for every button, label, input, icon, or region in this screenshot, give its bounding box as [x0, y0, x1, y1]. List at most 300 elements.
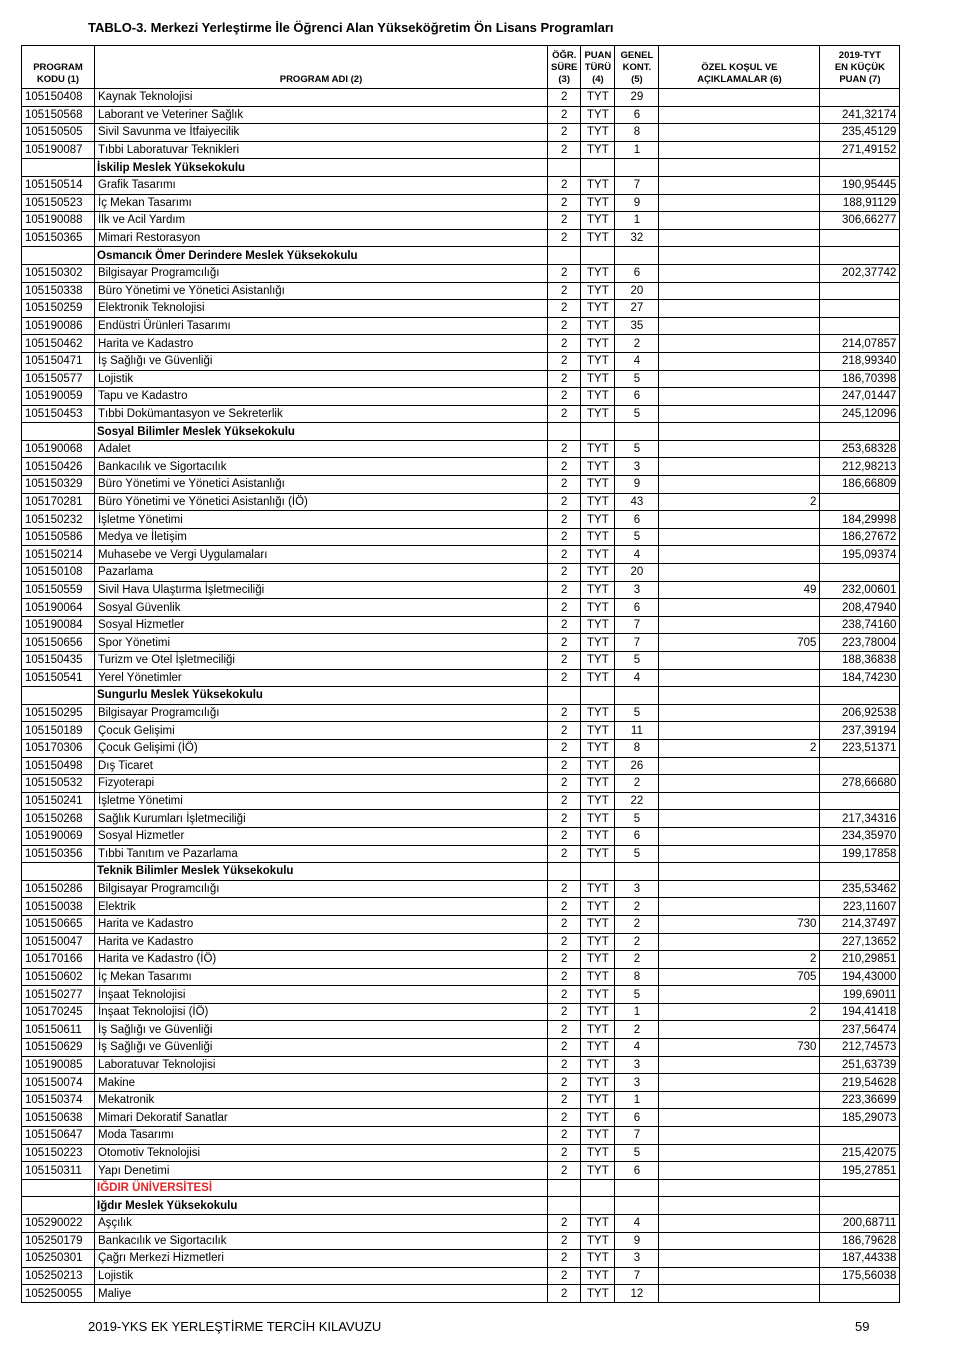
cell-program-name: İş Sağlığı ve Güvenliği [95, 1021, 548, 1039]
cell-program-code: 105150453 [22, 405, 95, 423]
cell-conditions [659, 933, 820, 951]
cell-duration [548, 863, 581, 881]
cell-duration: 2 [548, 106, 581, 124]
cell-program-name: Bankacılık ve Sigortacılık [95, 1232, 548, 1250]
cell-conditions [659, 810, 820, 828]
cell-quota: 5 [615, 370, 659, 388]
cell-conditions [659, 106, 820, 124]
table-row [22, 652, 900, 670]
cell-min-score [820, 282, 900, 300]
cell-quota: 4 [615, 352, 659, 370]
cell-min-score: 223,11607 [820, 898, 900, 916]
cell-score-type: TYT [581, 370, 615, 388]
cell-score-type: TYT [581, 546, 615, 564]
cell-program-name: Tapu ve Kadastro [95, 388, 548, 406]
cell-score-type: TYT [581, 1215, 615, 1233]
cell-conditions [659, 511, 820, 529]
cell-min-score: 223,78004 [820, 634, 900, 652]
cell-min-score [820, 1179, 900, 1197]
cell-quota: 9 [615, 194, 659, 212]
cell-conditions [659, 687, 820, 705]
cell-conditions [659, 757, 820, 775]
table-row [22, 722, 900, 740]
cell-duration: 2 [548, 229, 581, 247]
cell-program-code: 105250213 [22, 1267, 95, 1285]
cell-program-code: 105150189 [22, 722, 95, 740]
cell-duration: 2 [548, 317, 581, 335]
cell-min-score [820, 564, 900, 582]
cell-program-name: Sivil Hava Ulaştırma İşletmeciliği [95, 581, 548, 599]
table-row [22, 1215, 900, 1233]
cell-conditions [659, 1127, 820, 1145]
cell-program-name: Çağrı Merkezi Hizmetleri [95, 1250, 548, 1268]
cell-duration: 2 [548, 845, 581, 863]
table-row [22, 951, 900, 969]
cell-duration: 2 [548, 968, 581, 986]
cell-score-type: TYT [581, 229, 615, 247]
cell-program-name: Bilgisayar Programcılığı [95, 264, 548, 282]
cell-quota: 35 [615, 317, 659, 335]
cell-duration [548, 1197, 581, 1215]
cell-quota: 6 [615, 388, 659, 406]
cell-conditions [659, 775, 820, 793]
table-row [22, 141, 900, 159]
table-row [22, 792, 900, 810]
cell-program-name: Harita ve Kadastro [95, 335, 548, 353]
cell-conditions [659, 1250, 820, 1268]
footer-guide-title: 2019-YKS EK YERLEŞTİRME TERCİH KILAVUZU [88, 1319, 382, 1334]
cell-quota: 7 [615, 616, 659, 634]
cell-conditions [659, 159, 820, 177]
cell-conditions [659, 722, 820, 740]
cell-duration [548, 423, 581, 441]
cell-quota: 29 [615, 89, 659, 107]
header-duration: ÖĞR. SÜRE (3) [548, 46, 581, 89]
table-row [22, 458, 900, 476]
cell-score-type: TYT [581, 1021, 615, 1039]
table-row [22, 564, 900, 582]
table-body [22, 89, 900, 1303]
cell-quota [615, 159, 659, 177]
table-row [22, 1267, 900, 1285]
cell-score-type: TYT [581, 827, 615, 845]
cell-quota: 20 [615, 564, 659, 582]
cell-min-score: 212,74573 [820, 1039, 900, 1057]
cell-min-score: 200,68711 [820, 1215, 900, 1233]
cell-program-code [22, 423, 95, 441]
cell-quota: 6 [615, 1162, 659, 1180]
cell-min-score: 206,92538 [820, 704, 900, 722]
cell-score-type [581, 1179, 615, 1197]
cell-min-score: 185,29073 [820, 1109, 900, 1127]
cell-program-code: 105150365 [22, 229, 95, 247]
cell-score-type: TYT [581, 1144, 615, 1162]
cell-duration: 2 [548, 933, 581, 951]
cell-quota: 2 [615, 898, 659, 916]
cell-conditions [659, 1267, 820, 1285]
cell-conditions [659, 599, 820, 617]
cell-score-type: TYT [581, 89, 615, 107]
cell-min-score: 253,68328 [820, 440, 900, 458]
cell-conditions [659, 317, 820, 335]
cell-conditions [659, 1162, 820, 1180]
cell-conditions [659, 1215, 820, 1233]
table-row [22, 1056, 900, 1074]
cell-program-code: 105150638 [22, 1109, 95, 1127]
cell-score-type: TYT [581, 124, 615, 142]
cell-quota: 6 [615, 106, 659, 124]
cell-min-score: 210,29851 [820, 951, 900, 969]
cell-program-code: 105150329 [22, 476, 95, 494]
cell-min-score: 219,54628 [820, 1074, 900, 1092]
cell-conditions [659, 370, 820, 388]
cell-quota: 6 [615, 1109, 659, 1127]
cell-quota [615, 1197, 659, 1215]
cell-program-code [22, 1179, 95, 1197]
cell-duration: 2 [548, 1109, 581, 1127]
cell-conditions [659, 1021, 820, 1039]
cell-program-name: Sungurlu Meslek Yüksekokulu [95, 687, 548, 705]
cell-program-name: Yerel Yönetimler [95, 669, 548, 687]
cell-program-name: Turizm ve Otel İşletmeciliği [95, 652, 548, 670]
table-row [22, 317, 900, 335]
school-header-row [22, 159, 900, 177]
cell-quota: 7 [615, 634, 659, 652]
cell-min-score: 199,69011 [820, 986, 900, 1004]
cell-duration: 2 [548, 458, 581, 476]
cell-duration: 2 [548, 405, 581, 423]
cell-conditions [659, 282, 820, 300]
cell-program-name: Dış Ticaret [95, 757, 548, 775]
cell-score-type: TYT [581, 722, 615, 740]
cell-min-score: 247,01447 [820, 388, 900, 406]
table-row [22, 1144, 900, 1162]
cell-score-type: TYT [581, 388, 615, 406]
cell-min-score: 237,56474 [820, 1021, 900, 1039]
cell-score-type: TYT [581, 176, 615, 194]
cell-quota: 5 [615, 810, 659, 828]
cell-min-score [820, 757, 900, 775]
cell-program-code: 105150302 [22, 264, 95, 282]
cell-program-name: Moda Tasarımı [95, 1127, 548, 1145]
cell-score-type: TYT [581, 440, 615, 458]
cell-program-name: Adalet [95, 440, 548, 458]
cell-program-name: Büro Yönetimi ve Yönetici Asistanlığı [95, 282, 548, 300]
header-min-score: 2019-TYT EN KÜÇÜK PUAN (7) [820, 46, 900, 89]
cell-quota: 2 [615, 951, 659, 969]
cell-min-score [820, 493, 900, 511]
cell-quota [615, 687, 659, 705]
cell-program-name: Teknik Bilimler Meslek Yüksekokulu [95, 863, 548, 881]
cell-min-score: 235,53462 [820, 880, 900, 898]
cell-program-name: Harita ve Kadastro [95, 915, 548, 933]
cell-min-score: 227,13652 [820, 933, 900, 951]
cell-min-score: 278,66680 [820, 775, 900, 793]
cell-conditions [659, 986, 820, 1004]
cell-duration: 2 [548, 792, 581, 810]
cell-quota: 4 [615, 546, 659, 564]
table-row [22, 176, 900, 194]
cell-score-type: TYT [581, 1285, 615, 1303]
cell-program-code: 105150523 [22, 194, 95, 212]
cell-score-type: TYT [581, 915, 615, 933]
cell-program-name: Harita ve Kadastro [95, 933, 548, 951]
cell-conditions [659, 194, 820, 212]
cell-duration: 2 [548, 212, 581, 230]
cell-min-score: 175,56038 [820, 1267, 900, 1285]
table-row [22, 300, 900, 318]
cell-score-type: TYT [581, 1267, 615, 1285]
cell-duration: 2 [548, 722, 581, 740]
cell-program-code: 105150532 [22, 775, 95, 793]
cell-min-score: 184,29998 [820, 511, 900, 529]
table-row [22, 1091, 900, 1109]
cell-quota: 3 [615, 1074, 659, 1092]
table-row [22, 89, 900, 107]
cell-program-code: 105170306 [22, 739, 95, 757]
cell-score-type: TYT [581, 951, 615, 969]
cell-score-type: TYT [581, 1039, 615, 1057]
cell-program-code: 105150286 [22, 880, 95, 898]
cell-quota: 3 [615, 880, 659, 898]
cell-program-code: 105150665 [22, 915, 95, 933]
cell-quota: 5 [615, 986, 659, 1004]
cell-score-type [581, 863, 615, 881]
cell-program-name: Çocuk Gelişimi (İÖ) [95, 739, 548, 757]
cell-min-score: 186,66809 [820, 476, 900, 494]
cell-conditions [659, 229, 820, 247]
cell-quota: 1 [615, 1003, 659, 1021]
cell-conditions: 730 [659, 915, 820, 933]
cell-quota: 9 [615, 1232, 659, 1250]
cell-program-name: İş Sağlığı ve Güvenliği [95, 1039, 548, 1057]
cell-min-score: 199,17858 [820, 845, 900, 863]
cell-program-name: Tıbbi Dokümantasyon ve Sekreterlik [95, 405, 548, 423]
cell-score-type: TYT [581, 141, 615, 159]
cell-quota: 3 [615, 1056, 659, 1074]
cell-score-type: TYT [581, 405, 615, 423]
cell-duration: 2 [548, 775, 581, 793]
cell-score-type: TYT [581, 1091, 615, 1109]
cell-program-name: Osmancık Ömer Derindere Meslek Yüksekokulu [95, 247, 548, 265]
cell-conditions [659, 1074, 820, 1092]
table-row [22, 546, 900, 564]
cell-conditions [659, 89, 820, 107]
cell-program-name: İskilip Meslek Yüksekokulu [95, 159, 548, 177]
header-conditions: ÖZEL KOŞUL VE AÇIKLAMALAR (6) [659, 46, 820, 89]
table-row [22, 1127, 900, 1145]
cell-duration: 2 [548, 335, 581, 353]
table-row [22, 511, 900, 529]
cell-score-type: TYT [581, 212, 615, 230]
cell-score-type: TYT [581, 1232, 615, 1250]
cell-quota: 3 [615, 581, 659, 599]
cell-duration: 2 [548, 124, 581, 142]
cell-quota: 22 [615, 792, 659, 810]
cell-score-type: TYT [581, 317, 615, 335]
cell-program-code: 105170281 [22, 493, 95, 511]
cell-quota: 5 [615, 845, 659, 863]
cell-score-type: TYT [581, 511, 615, 529]
cell-program-code: 105190085 [22, 1056, 95, 1074]
cell-duration: 2 [548, 757, 581, 775]
cell-conditions [659, 476, 820, 494]
cell-program-code [22, 1197, 95, 1215]
cell-program-code: 105150498 [22, 757, 95, 775]
school-header-row [22, 687, 900, 705]
cell-conditions [659, 423, 820, 441]
cell-duration: 2 [548, 300, 581, 318]
cell-program-code: 105150338 [22, 282, 95, 300]
table-row [22, 1109, 900, 1127]
table-row [22, 264, 900, 282]
cell-conditions [659, 652, 820, 670]
cell-duration: 2 [548, 915, 581, 933]
cell-program-code: 105150356 [22, 845, 95, 863]
cell-conditions [659, 564, 820, 582]
cell-quota: 7 [615, 176, 659, 194]
cell-conditions [659, 440, 820, 458]
cell-program-name: İnşaat Teknolojisi [95, 986, 548, 1004]
cell-min-score: 217,34316 [820, 810, 900, 828]
table-row [22, 1039, 900, 1057]
cell-program-name: Laboratuvar Teknolojisi [95, 1056, 548, 1074]
cell-duration: 2 [548, 370, 581, 388]
cell-program-code: 105150471 [22, 352, 95, 370]
table-row [22, 775, 900, 793]
cell-score-type [581, 687, 615, 705]
table-row [22, 739, 900, 757]
cell-program-code: 105150223 [22, 1144, 95, 1162]
cell-duration: 2 [548, 1127, 581, 1145]
cell-duration: 2 [548, 546, 581, 564]
cell-conditions [659, 1091, 820, 1109]
programs-table [21, 45, 900, 1303]
cell-conditions [659, 247, 820, 265]
cell-min-score: 188,36838 [820, 652, 900, 670]
cell-score-type: TYT [581, 898, 615, 916]
cell-quota: 8 [615, 124, 659, 142]
cell-duration: 2 [548, 1267, 581, 1285]
cell-duration: 2 [548, 1250, 581, 1268]
cell-program-code: 105190068 [22, 440, 95, 458]
cell-conditions [659, 1232, 820, 1250]
cell-quota: 12 [615, 1285, 659, 1303]
cell-conditions: 730 [659, 1039, 820, 1057]
university-header-row [22, 1179, 900, 1197]
cell-program-name: Sosyal Bilimler Meslek Yüksekokulu [95, 423, 548, 441]
cell-quota: 11 [615, 722, 659, 740]
cell-quota: 3 [615, 1250, 659, 1268]
cell-score-type: TYT [581, 986, 615, 1004]
cell-program-code: 105150074 [22, 1074, 95, 1092]
cell-conditions [659, 212, 820, 230]
cell-min-score: 241,32174 [820, 106, 900, 124]
cell-program-code: 105190059 [22, 388, 95, 406]
school-header-row [22, 1197, 900, 1215]
table-row [22, 915, 900, 933]
cell-duration: 2 [548, 1144, 581, 1162]
table-row [22, 212, 900, 230]
cell-score-type: TYT [581, 792, 615, 810]
cell-conditions [659, 1197, 820, 1215]
cell-program-name: Medya ve İletişim [95, 528, 548, 546]
cell-program-code: 105170166 [22, 951, 95, 969]
cell-program-code: 105150656 [22, 634, 95, 652]
cell-program-name: Muhasebe ve Vergi Uygulamaları [95, 546, 548, 564]
cell-score-type: TYT [581, 1056, 615, 1074]
table-row [22, 106, 900, 124]
cell-duration [548, 247, 581, 265]
cell-score-type: TYT [581, 880, 615, 898]
cell-duration: 2 [548, 1074, 581, 1092]
cell-quota: 6 [615, 827, 659, 845]
cell-duration: 2 [548, 282, 581, 300]
school-header-row [22, 247, 900, 265]
cell-program-name: Lojistik [95, 1267, 548, 1285]
cell-conditions [659, 176, 820, 194]
table-row [22, 669, 900, 687]
cell-duration: 2 [548, 440, 581, 458]
cell-quota: 8 [615, 968, 659, 986]
table-row [22, 528, 900, 546]
cell-min-score: 234,35970 [820, 827, 900, 845]
table-row [22, 1021, 900, 1039]
cell-duration [548, 159, 581, 177]
cell-duration: 2 [548, 652, 581, 670]
cell-conditions [659, 335, 820, 353]
cell-quota [615, 863, 659, 881]
page-number: 59 [855, 1319, 870, 1334]
cell-duration: 2 [548, 810, 581, 828]
cell-program-code: 105150611 [22, 1021, 95, 1039]
cell-program-code: 105150541 [22, 669, 95, 687]
cell-program-code: 105250179 [22, 1232, 95, 1250]
cell-program-code [22, 247, 95, 265]
cell-quota: 27 [615, 300, 659, 318]
cell-conditions [659, 528, 820, 546]
cell-conditions [659, 546, 820, 564]
cell-program-name: Otomotiv Teknolojisi [95, 1144, 548, 1162]
cell-conditions: 2 [659, 1003, 820, 1021]
table-row [22, 388, 900, 406]
cell-score-type: TYT [581, 810, 615, 828]
cell-program-code: 105190086 [22, 317, 95, 335]
cell-program-code: 105150602 [22, 968, 95, 986]
cell-program-name: Sağlık Kurumları İşletmeciliği [95, 810, 548, 828]
cell-score-type: TYT [581, 1127, 615, 1145]
cell-min-score [820, 687, 900, 705]
cell-program-name: Sosyal Hizmetler [95, 616, 548, 634]
cell-min-score: 223,36699 [820, 1091, 900, 1109]
cell-min-score [820, 423, 900, 441]
cell-quota: 5 [615, 652, 659, 670]
table-row [22, 933, 900, 951]
cell-program-name: İç Mekan Tasarımı [95, 194, 548, 212]
header-program-name: PROGRAM ADI (2) [95, 46, 548, 89]
table-row [22, 1074, 900, 1092]
table-header-row [22, 46, 900, 89]
cell-score-type: TYT [581, 264, 615, 282]
cell-min-score: 187,44338 [820, 1250, 900, 1268]
cell-quota: 9 [615, 476, 659, 494]
cell-score-type: TYT [581, 1074, 615, 1092]
cell-program-code: 105150629 [22, 1039, 95, 1057]
cell-min-score: 245,12096 [820, 405, 900, 423]
cell-min-score: 186,27672 [820, 528, 900, 546]
table-row [22, 194, 900, 212]
cell-score-type: TYT [581, 739, 615, 757]
